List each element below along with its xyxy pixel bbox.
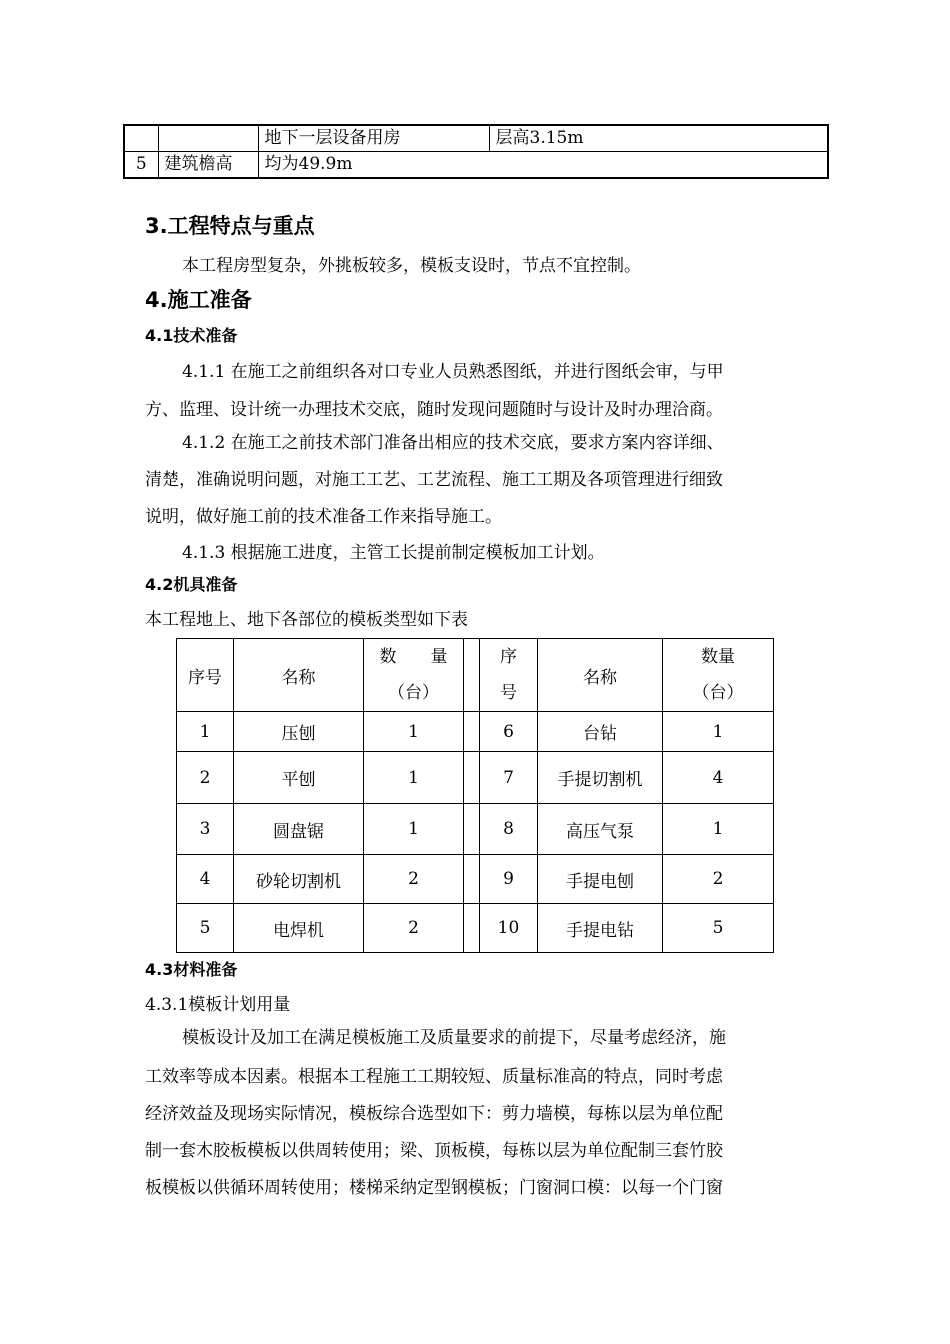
paragraph-line: 4.1.2 在施工之前技术部门准备出相应的技术交底，要求方案内容详细、 — [182, 433, 724, 453]
cell-no-2: 7 — [480, 752, 538, 804]
building-info-table — [123, 124, 829, 179]
paragraph-line: 说明，做好施工前的技术准备工作来指导施工。 — [145, 507, 502, 527]
section-3-text: 本工程房型复杂，外挑板较多，模板支设时，节点不宜控制。 — [182, 256, 641, 276]
cell-name: 压刨 — [234, 712, 364, 752]
section-4-3-1-heading: 4.3.1模板计划用量 — [145, 995, 291, 1015]
header-no2-line2: 号 — [500, 683, 517, 703]
cell-qty: 2 — [364, 855, 464, 904]
cell-no: 5 — [177, 904, 234, 953]
header-no: 序号 — [177, 639, 234, 712]
machinery-table — [176, 638, 774, 953]
header-qty-2 — [663, 639, 774, 712]
row-name: 建筑檐高 — [158, 152, 258, 179]
header-qty-line2: （台） — [388, 683, 439, 703]
cell-no-2: 6 — [480, 712, 538, 752]
header-qty — [364, 639, 464, 712]
header-name: 名称 — [234, 639, 364, 712]
paragraph-line: 工效率等成本因素。根据本工程施工工期较短、质量标准高的特点，同时考虑 — [145, 1067, 723, 1087]
cell-name-2: 高压气泵 — [538, 804, 663, 855]
header-qty2-line1: 数量 — [701, 647, 735, 667]
table-row — [124, 125, 828, 152]
table-row — [177, 752, 774, 804]
section-4-1-heading: 4.1技术准备 — [145, 326, 238, 345]
cell-qty-2: 2 — [663, 855, 774, 904]
row-number: 5 — [124, 152, 158, 179]
row-item: 均为49.9m — [258, 152, 828, 179]
table-row — [177, 904, 774, 953]
cell-qty: 1 — [364, 712, 464, 752]
paragraph-line: 模板设计及加工在满足模板施工及质量要求的前提下，尽量考虑经济，施 — [182, 1028, 726, 1048]
header-qty2-line2: （台） — [692, 683, 744, 703]
cell-no: 4 — [177, 855, 234, 904]
cell-qty-2: 1 — [663, 712, 774, 752]
cell-no: 3 — [177, 804, 234, 855]
cell-qty: 1 — [364, 752, 464, 804]
table-row — [177, 804, 774, 855]
cell-no: 1 — [177, 712, 234, 752]
paragraph-line: 4.1.1 在施工之前组织各对口专业人员熟悉图纸，并进行图纸会审，与甲 — [182, 362, 724, 382]
header-qty-line1: 数 量 — [379, 647, 448, 667]
paragraph-line: 板模板以供循环周转使用；楼梯采纳定型钢模板；门窗洞口模：以每一个门窗 — [145, 1178, 723, 1198]
section-4-3-heading: 4.3材料准备 — [145, 960, 238, 979]
cell-name-2: 台钻 — [538, 712, 663, 752]
cell-name: 平刨 — [234, 752, 364, 804]
cell-name-2: 手提切割机 — [538, 752, 663, 804]
cell-no-2: 8 — [480, 804, 538, 855]
header-no2-line1: 序 — [500, 647, 517, 667]
cell-name: 电焊机 — [234, 904, 364, 953]
table-intro: 本工程地上、地下各部位的模板类型如下表 — [145, 610, 468, 630]
header-no-2 — [480, 639, 538, 712]
spacer-column — [464, 855, 480, 904]
paragraph-line: 方、监理、设计统一办理技术交底，随时发现问题随时与设计及时办理洽商。 — [145, 400, 723, 420]
cell-no: 2 — [177, 752, 234, 804]
table-row — [124, 152, 828, 179]
section-4-heading: 4.施工准备 — [145, 288, 252, 312]
header-name-2: 名称 — [538, 639, 663, 712]
spacer-column — [464, 904, 480, 953]
cell-qty: 1 — [364, 804, 464, 855]
paragraph-line: 清楚，准确说明问题，对施工工艺、工艺流程、施工工期及各项管理进行细致 — [145, 470, 723, 490]
cell-name: 砂轮切割机 — [234, 855, 364, 904]
cell-name: 圆盘锯 — [234, 804, 364, 855]
table-row — [177, 712, 774, 752]
spacer-column — [464, 752, 480, 804]
cell-name-2: 手提电刨 — [538, 855, 663, 904]
paragraph-line: 4.1.3 根据施工进度，主管工长提前制定模板加工计划。 — [182, 543, 605, 563]
table-row — [177, 855, 774, 904]
section-3-heading: 3.工程特点与重点 — [145, 214, 315, 238]
row-number — [124, 125, 158, 152]
section-4-2-heading: 4.2机具准备 — [145, 575, 238, 594]
paragraph-line: 经济效益及现场实际情况，模板综合选型如下：剪力墙模，每栋以层为单位配 — [145, 1104, 723, 1124]
cell-qty-2: 4 — [663, 752, 774, 804]
cell-name-2: 手提电钻 — [538, 904, 663, 953]
cell-no-2: 10 — [480, 904, 538, 953]
spacer-column — [464, 639, 480, 712]
spacer-column — [464, 804, 480, 855]
cell-qty-2: 1 — [663, 804, 774, 855]
paragraph-line: 制一套木胶板模板以供周转使用；梁、顶板模，每栋以层为单位配制三套竹胶 — [145, 1141, 723, 1161]
row-value: 层高3.15m — [489, 125, 828, 152]
row-item: 地下一层设备用房 — [258, 125, 489, 152]
cell-qty-2: 5 — [663, 904, 774, 953]
cell-qty: 2 — [364, 904, 464, 953]
row-name — [158, 125, 258, 152]
table-header-row — [177, 639, 774, 712]
spacer-column — [464, 712, 480, 752]
cell-no-2: 9 — [480, 855, 538, 904]
